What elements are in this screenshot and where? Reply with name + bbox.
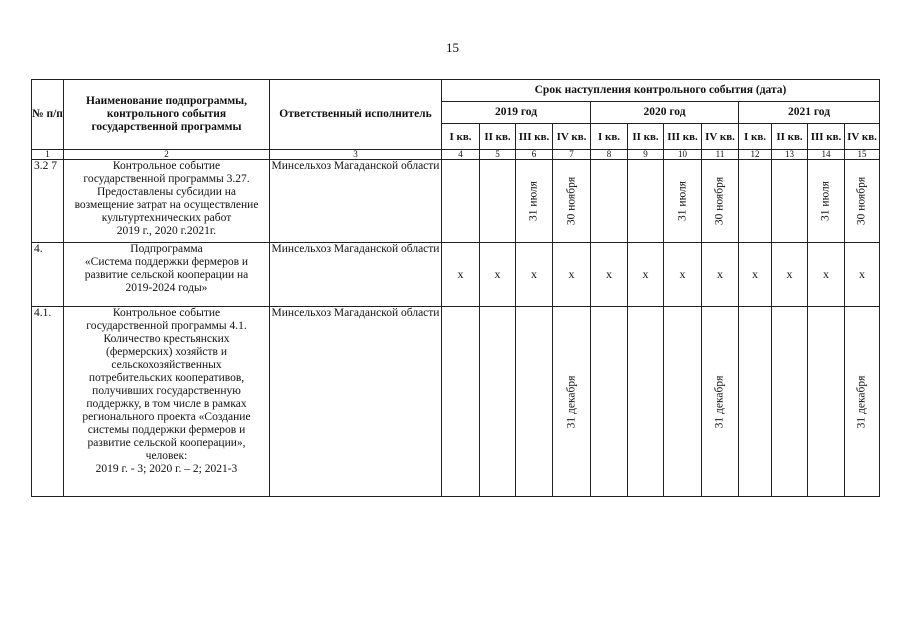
date-cell bbox=[772, 160, 808, 243]
date-text: 31 декабря bbox=[713, 375, 726, 428]
mark-cell: x bbox=[808, 243, 845, 307]
mark-cell: x bbox=[772, 243, 808, 307]
date-cell bbox=[591, 160, 628, 243]
mark-cell: x bbox=[591, 243, 628, 307]
column-index: 13 bbox=[772, 150, 808, 160]
mark-cell: x bbox=[845, 243, 880, 307]
row-name-line: получивших государственную bbox=[92, 385, 241, 397]
row-name-line: системы поддержки фермеров и bbox=[87, 424, 246, 436]
table-row bbox=[32, 160, 880, 243]
date-cell bbox=[442, 160, 480, 243]
date-text: 31 июля bbox=[527, 181, 540, 221]
row-name-line: Предоставлены субсидии на bbox=[96, 186, 237, 198]
date-cell bbox=[553, 160, 591, 243]
row-name-line: регионального проекта «Создание bbox=[82, 411, 251, 423]
mark-cell: x bbox=[739, 243, 772, 307]
date-cell bbox=[702, 160, 739, 243]
column-index: 11 bbox=[702, 150, 739, 160]
column-index: 14 bbox=[808, 150, 845, 160]
row-name-line: государственной программы 4.1. bbox=[86, 320, 247, 332]
header-quarter: II кв. bbox=[772, 124, 808, 150]
row-executor: Минсельхоз Магаданской области bbox=[270, 243, 442, 307]
row-name-line: человек: bbox=[145, 450, 188, 462]
mark-cell: x bbox=[553, 243, 591, 307]
header-period: Срок наступления контрольного события (дата) bbox=[442, 80, 880, 102]
date-cell bbox=[591, 307, 628, 497]
date-cell bbox=[516, 307, 553, 497]
date-cell bbox=[702, 307, 739, 497]
column-index: 6 bbox=[516, 150, 553, 160]
row-name-line: возмещение затрат на осуществление bbox=[74, 199, 259, 211]
date-cell bbox=[628, 160, 664, 243]
header-name: Наименование подпрограммы, контрольного события государственной программы bbox=[64, 80, 270, 150]
row-number: 3.2 7 bbox=[32, 160, 64, 243]
column-index: 5 bbox=[480, 150, 516, 160]
header-quarter: IV кв. bbox=[553, 124, 591, 150]
mark-cell: x bbox=[628, 243, 664, 307]
table-row bbox=[32, 307, 880, 497]
mark-cell: x bbox=[442, 243, 480, 307]
row-name-line: 2019 г., 2020 г.2021г. bbox=[116, 225, 217, 237]
column-index: 7 bbox=[553, 150, 591, 160]
table-row bbox=[32, 243, 880, 307]
column-index: 4 bbox=[442, 150, 480, 160]
date-text: 31 декабря bbox=[855, 375, 868, 428]
row-name bbox=[64, 243, 270, 307]
date-cell bbox=[664, 307, 702, 497]
date-cell bbox=[553, 307, 591, 497]
date-text: 31 июля bbox=[819, 181, 832, 221]
header-quarter: I кв. bbox=[739, 124, 772, 150]
date-cell bbox=[480, 307, 516, 497]
date-cell bbox=[516, 160, 553, 243]
date-cell bbox=[480, 160, 516, 243]
row-name-line: культуртехнических работ bbox=[101, 212, 232, 224]
date-cell bbox=[442, 307, 480, 497]
date-text: 30 ноября bbox=[565, 176, 577, 226]
row-name-line: Количество крестьянских bbox=[103, 333, 230, 345]
date-text: 30 ноября bbox=[855, 176, 868, 226]
row-name-line: Контрольное событие bbox=[112, 307, 221, 319]
column-index: 15 bbox=[845, 150, 880, 160]
row-name-line: Контрольное событие bbox=[112, 160, 221, 172]
row-name-line: развитие сельской кооперации на bbox=[84, 269, 249, 281]
date-cell bbox=[772, 307, 808, 497]
header-quarter: III кв. bbox=[516, 124, 553, 150]
date-cell bbox=[664, 160, 702, 243]
date-text: 31 июля bbox=[676, 181, 688, 221]
column-index: 2 bbox=[64, 150, 270, 160]
row-number: 4.1. bbox=[32, 307, 64, 497]
header-num: № п/п bbox=[32, 80, 64, 150]
row-number: 4. bbox=[32, 243, 64, 307]
date-cell bbox=[739, 160, 772, 243]
header-quarter: I кв. bbox=[591, 124, 628, 150]
row-name-line: Подпрограмма bbox=[130, 243, 203, 255]
mark-cell: x bbox=[702, 243, 739, 307]
header-quarter: IV кв. bbox=[702, 124, 739, 150]
header-year-2020: 2020 год bbox=[591, 102, 739, 124]
row-name-line: 2019 г. - 3; 2020 г. – 2; 2021-3 bbox=[95, 463, 238, 475]
column-index: 10 bbox=[664, 150, 702, 160]
page-number: 15 bbox=[446, 40, 459, 55]
header-quarter: II кв. bbox=[480, 124, 516, 150]
date-cell bbox=[808, 307, 845, 497]
control-events-table bbox=[31, 79, 880, 497]
date-cell bbox=[808, 160, 845, 243]
row-name-line: сельскохозяйственных bbox=[111, 359, 222, 371]
header-quarter: III кв. bbox=[664, 124, 702, 150]
header-executor: Ответственный исполнитель bbox=[270, 80, 442, 150]
column-index: 1 bbox=[32, 150, 64, 160]
header-quarter: IV кв. bbox=[845, 124, 880, 150]
header-year-2019: 2019 год bbox=[442, 102, 591, 124]
date-text: 31 декабря bbox=[565, 375, 577, 428]
row-name-line: «Система поддержки фермеров и bbox=[84, 256, 249, 268]
mark-cell: x bbox=[664, 243, 702, 307]
row-name-line: поддержку, в том числе в рамках bbox=[86, 398, 247, 410]
mark-cell: x bbox=[480, 243, 516, 307]
header-year-2021: 2021 год bbox=[739, 102, 880, 124]
date-cell bbox=[739, 307, 772, 497]
date-text: 30 ноября bbox=[713, 176, 726, 226]
date-cell bbox=[845, 160, 880, 243]
column-index: 3 bbox=[270, 150, 442, 160]
column-index: 8 bbox=[591, 150, 628, 160]
row-name-line: (фермерских) хозяйств и bbox=[105, 346, 228, 358]
column-index: 9 bbox=[628, 150, 664, 160]
row-name-line: развитие сельской кооперации», bbox=[87, 437, 246, 449]
row-name-line: государственной программы 3.27. bbox=[83, 173, 250, 185]
row-name-line: 2019-2024 годы» bbox=[125, 282, 208, 294]
column-index: 12 bbox=[739, 150, 772, 160]
row-executor: Минсельхоз Магаданской области bbox=[270, 307, 442, 497]
mark-cell: x bbox=[516, 243, 553, 307]
header-quarter: III кв. bbox=[808, 124, 845, 150]
date-cell bbox=[845, 307, 880, 497]
column-index-row bbox=[32, 150, 880, 160]
row-name bbox=[64, 307, 270, 497]
row-name bbox=[64, 160, 270, 243]
header-quarter: II кв. bbox=[628, 124, 664, 150]
row-name-line: потребительских кооперативов, bbox=[88, 372, 245, 384]
date-cell bbox=[628, 307, 664, 497]
row-executor: Минсельхоз Магаданской области bbox=[270, 160, 442, 243]
header-quarter: I кв. bbox=[442, 124, 480, 150]
